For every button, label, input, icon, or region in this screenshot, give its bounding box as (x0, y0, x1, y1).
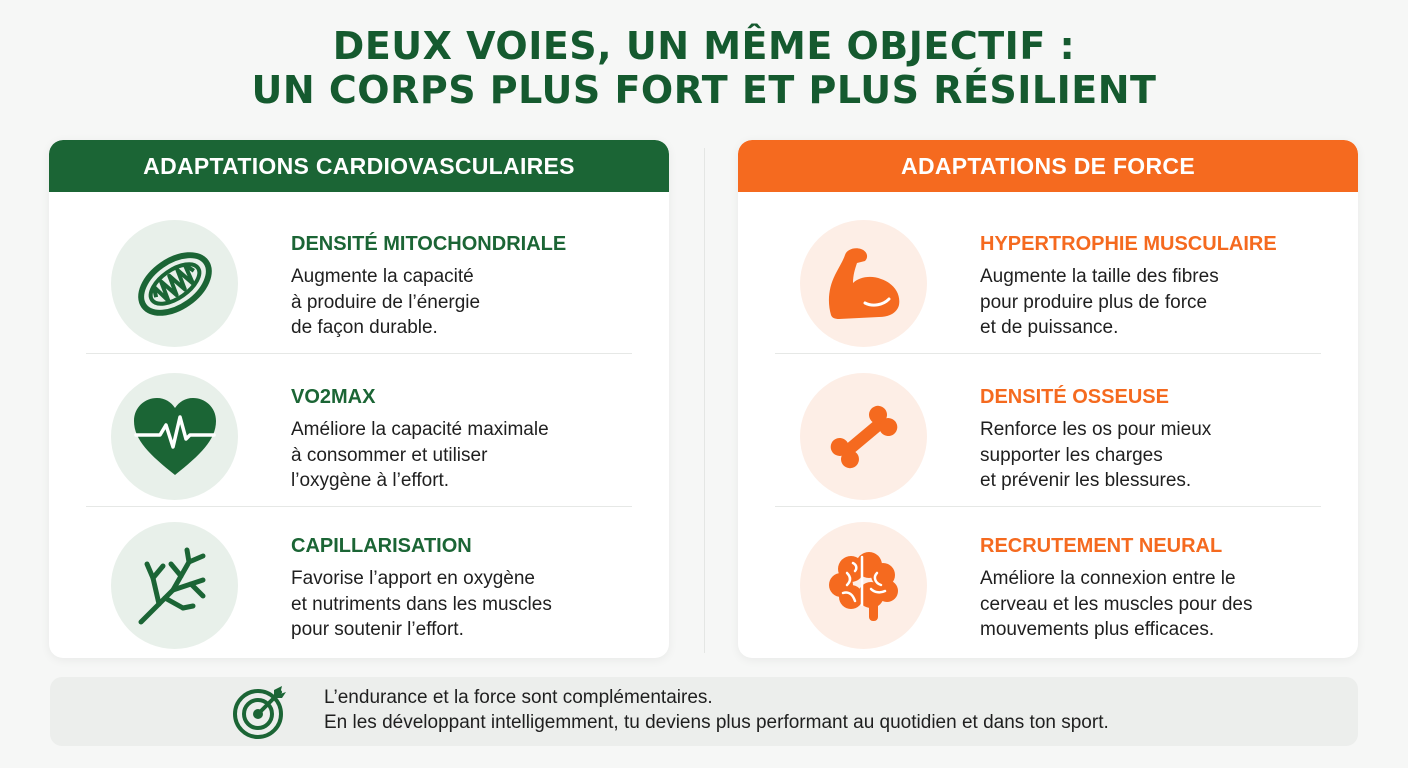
item-description (291, 264, 621, 341)
list-item-mitochondrial-density (86, 204, 632, 354)
item-description (291, 417, 621, 494)
desc-line: l’oxygène à l’effort. (291, 470, 450, 491)
desc-line: et prévenir les blessures. (980, 470, 1192, 491)
item-title: DENSITÉ MITOCHONDRIALE (291, 233, 567, 255)
desc-line: supporter les charges (980, 444, 1163, 466)
desc-line: et nutriments dans les muscles (291, 593, 552, 615)
desc-line: Améliore la connexion entre le (980, 568, 1236, 589)
footer-line-1: L’endurance et la force sont complémentaires. (324, 687, 713, 708)
brain-icon (800, 522, 927, 649)
bone-icon (800, 373, 927, 500)
panel-divider (704, 148, 705, 653)
desc-line: à consommer et utiliser (291, 444, 488, 466)
desc-line: à produire de l’énergie (291, 291, 481, 313)
item-description (980, 264, 1310, 341)
list-item-neural-recruitment (775, 506, 1321, 656)
row-divider (86, 353, 632, 354)
desc-line: Favorise l’apport en oxygène (291, 568, 535, 589)
strength-panel (738, 140, 1358, 658)
desc-line: de façon durable. (291, 317, 438, 338)
footer-text (324, 685, 1109, 735)
item-title: VO2MAX (291, 386, 376, 408)
list-item-vo2max (86, 357, 632, 507)
desc-line: Augmente la taille des fibres (980, 266, 1219, 287)
desc-line: pour produire plus de force (980, 291, 1208, 313)
footer-banner (50, 677, 1358, 746)
item-title: HYPERTROPHIE MUSCULAIRE (980, 233, 1277, 255)
item-description (980, 417, 1310, 494)
desc-line: Renforce les os pour mieux (980, 419, 1212, 440)
desc-line: Augmente la capacité (291, 266, 474, 287)
item-title: DENSITÉ OSSEUSE (980, 386, 1169, 408)
capillaries-icon (111, 522, 238, 649)
desc-line: pour soutenir l’effort. (291, 619, 464, 640)
target-arrow-icon (230, 682, 290, 742)
row-divider (775, 353, 1321, 354)
list-item-muscle-hypertrophy (775, 204, 1321, 354)
desc-line: mouvements plus efficaces. (980, 619, 1215, 640)
footer-line-2: En les développant intelligemment, tu deviens plus performant au quotidien et dans ton sport. (324, 712, 1109, 733)
cardio-panel (49, 140, 669, 658)
page-title (0, 24, 1408, 112)
title-line-2: UN CORPS PLUS FORT ET PLUS RÉSILIENT (251, 68, 1157, 112)
item-title: CAPILLARISATION (291, 535, 472, 557)
strength-panel-header: ADAPTATIONS DE FORCE (738, 140, 1358, 192)
list-item-bone-density (775, 357, 1321, 507)
flexed-bicep-icon (800, 220, 927, 347)
desc-line: cerveau et les muscles pour des (980, 593, 1253, 615)
list-item-capillarisation (86, 506, 632, 656)
item-description (980, 566, 1310, 643)
item-title: RECRUTEMENT NEURAL (980, 535, 1223, 557)
cardio-panel-header: ADAPTATIONS CARDIOVASCULAIRES (49, 140, 669, 192)
heart-pulse-icon (111, 373, 238, 500)
mitochondria-icon (111, 220, 238, 347)
title-line-1: DEUX VOIES, UN MÊME OBJECTIF : (332, 24, 1076, 68)
desc-line: et de puissance. (980, 317, 1119, 338)
desc-line: Améliore la capacité maximale (291, 419, 549, 440)
item-description (291, 566, 621, 643)
